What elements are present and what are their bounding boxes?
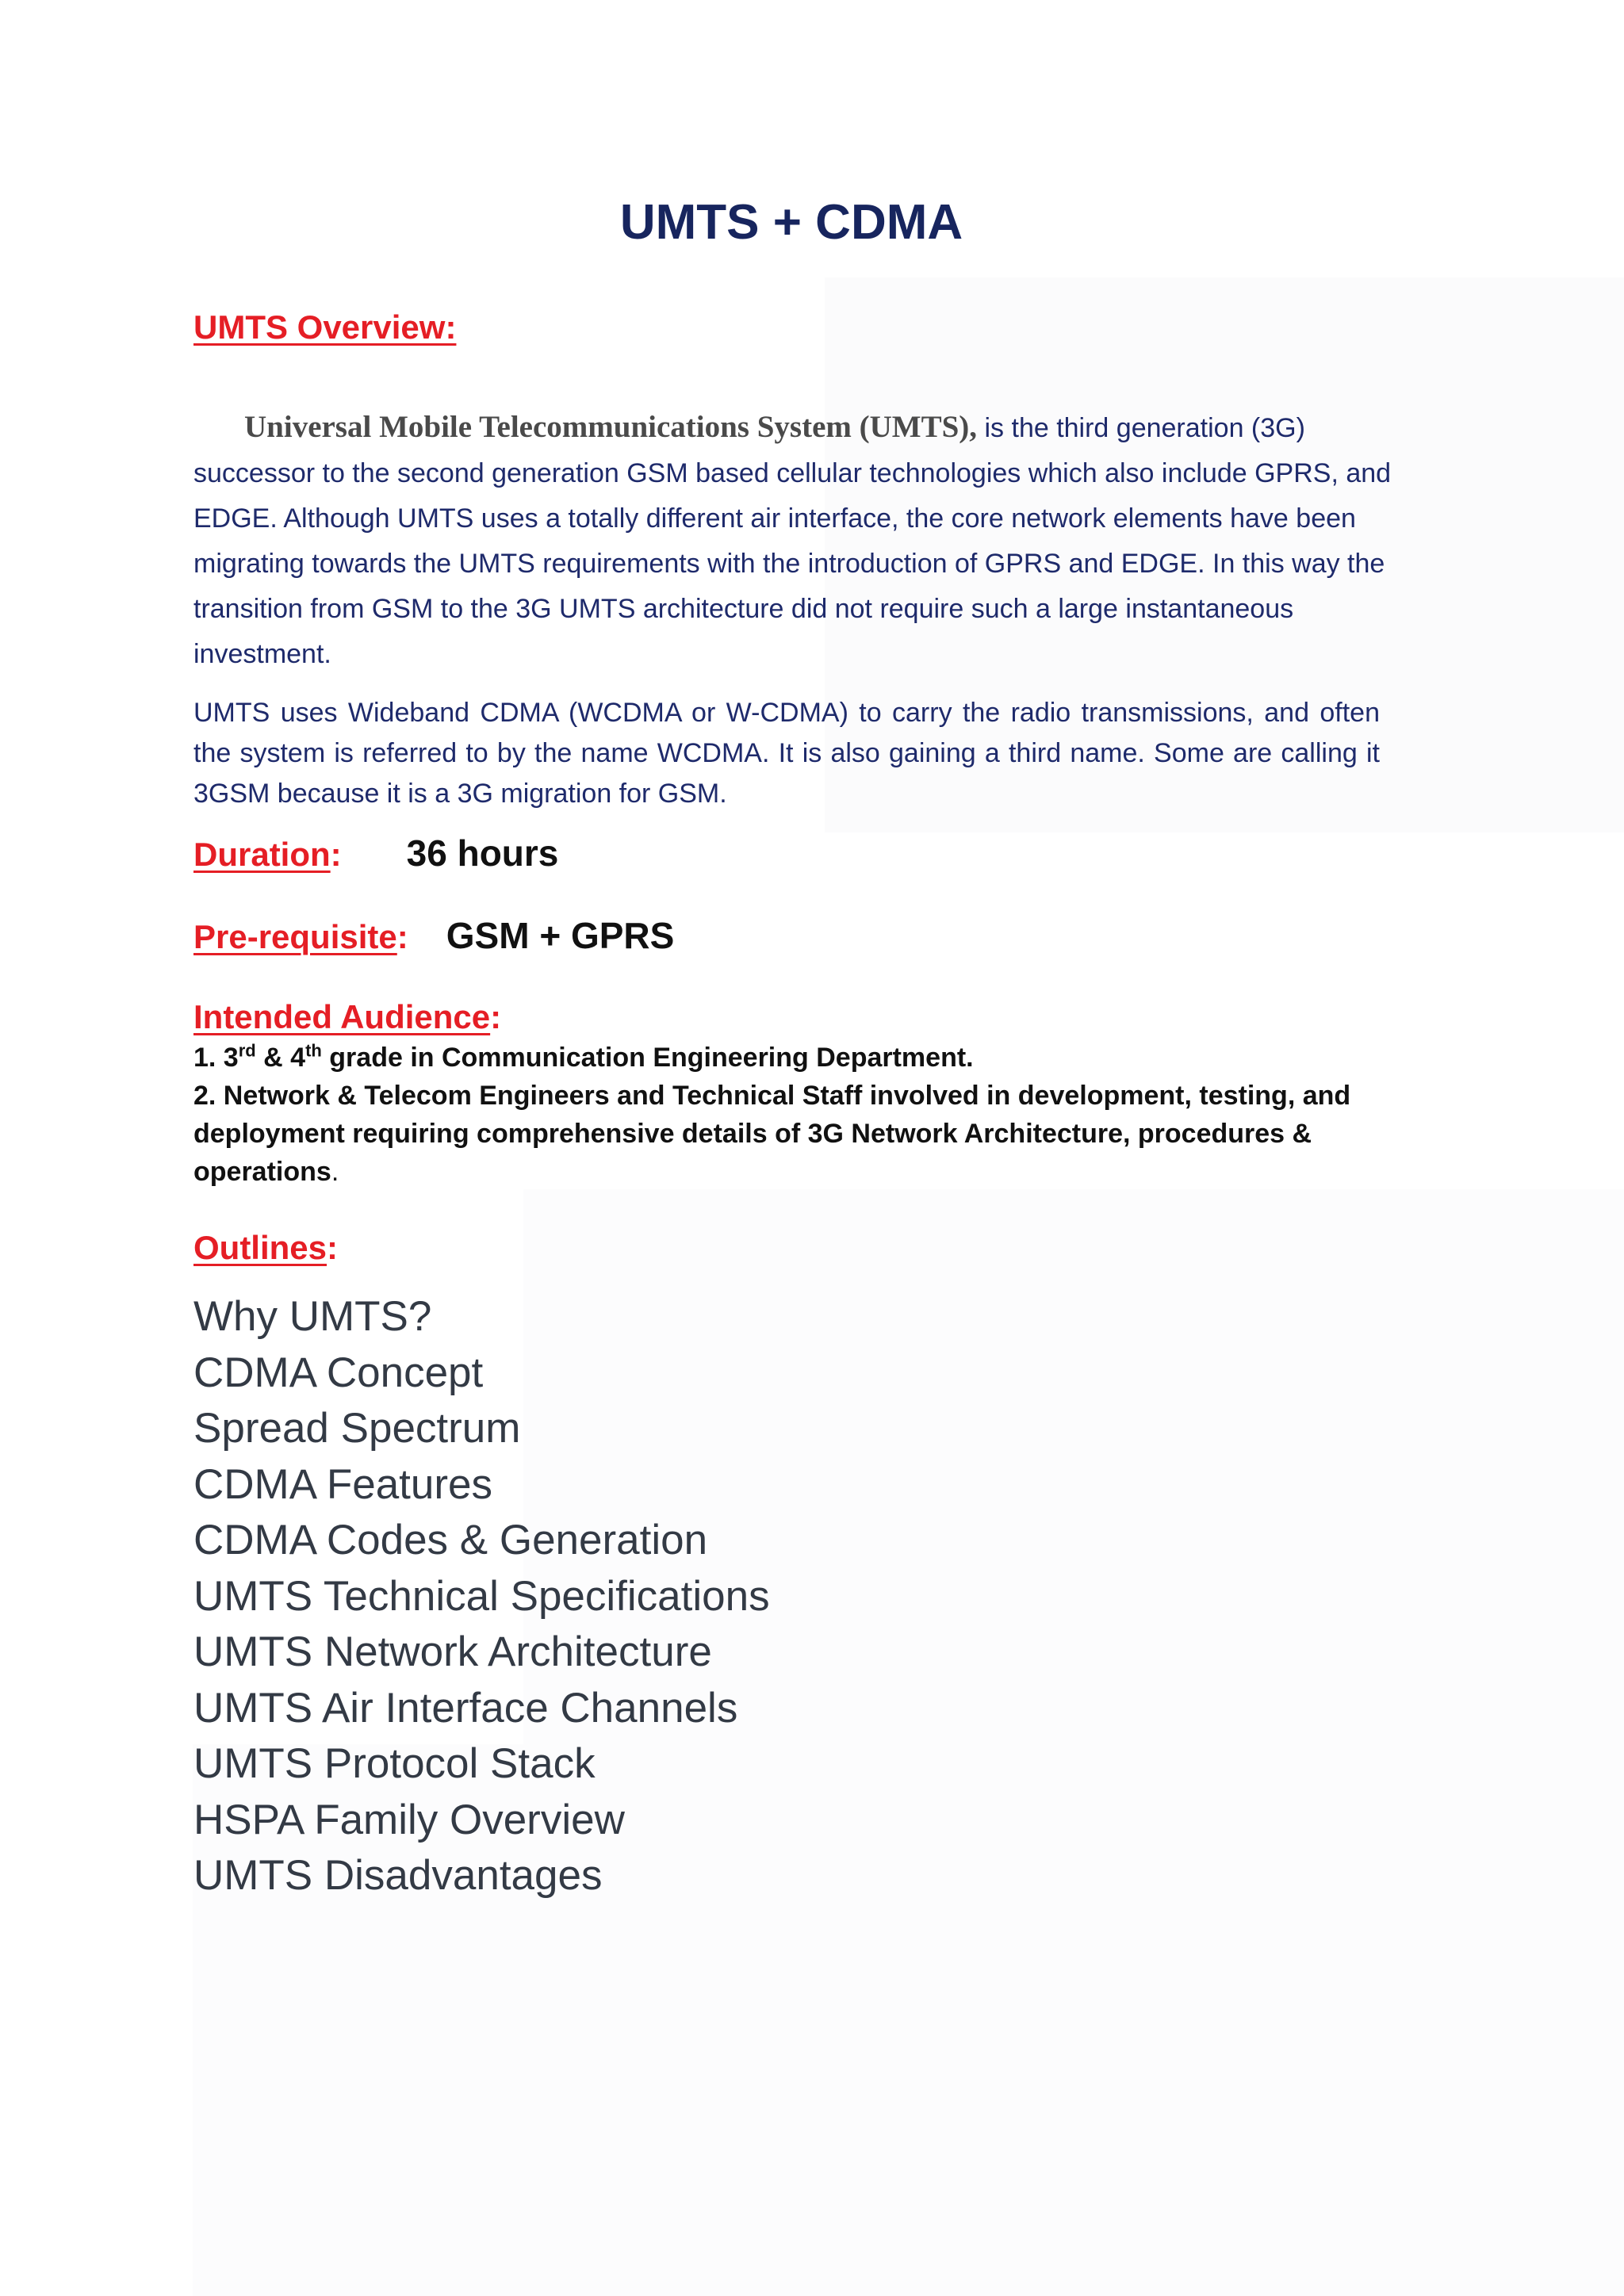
prerequisite-value: GSM + GPRS (446, 915, 675, 956)
wcdma-paragraph: UMTS uses Wideband CDMA (WCDMA or W-CDMA) to carry the radio transmissions, and often the system is referred to by the name WCDMA. It is also gaining a third name. Some are calling it 3GSM because it is a 3G migration for GSM. (193, 698, 1380, 809)
audience-item-2: 2. Network & Telecom Engineers and Technical Staff involved in development, testing, and deployment requiring comprehensive details of 3G Network Architecture, procedures & operations. (193, 1081, 1351, 1187)
outlines-label: Outlines (193, 1229, 327, 1266)
outline-item: UMTS Air Interface Channels (193, 1684, 738, 1732)
outline-item: CDMA Features (193, 1460, 493, 1508)
prerequisite-colon: : (396, 918, 408, 955)
page-title: UMTS + CDMA (619, 195, 963, 250)
prerequisite-label: Pre-requisite (193, 918, 397, 955)
duration-row (193, 832, 559, 874)
overview-paragraph (193, 404, 1431, 677)
outline-item: CDMA Codes & Generation (193, 1517, 708, 1563)
audience-label: Intended Audience (193, 998, 491, 1035)
prerequisite-row (193, 917, 674, 954)
outlines-heading (193, 1231, 338, 1265)
audience-colon: : (490, 998, 502, 1035)
outline-item: HSPA Family Overview (193, 1796, 625, 1843)
audience-heading (193, 998, 502, 1035)
outlines-colon: : (327, 1229, 339, 1266)
duration-colon: : (330, 836, 342, 873)
outline-item: UMTS Technical Specifications (193, 1572, 770, 1620)
outline-item: Spread Spectrum (193, 1405, 521, 1452)
overview-paragraph-text: is the third generation (3G) successor to the second generation GSM based cellular technologies which also include GPRS, and EDGE. Although UMTS uses a totally different air interface, the core network elements have been migrating towards the UMTS requirements with the introduction of GPRS and EDGE. In this way the transition from GSM to the 3G UMTS architecture did not require such a large instantaneous investment. (193, 413, 1392, 669)
outline-item: Why UMTS? (193, 1293, 432, 1340)
outline-item: UMTS Protocol Stack (193, 1740, 596, 1787)
outline-item: CDMA Concept (193, 1349, 484, 1396)
outline-item: UMTS Network Architecture (193, 1628, 712, 1675)
overview-heading: UMTS Overview: (193, 308, 457, 346)
duration-label: Duration (193, 836, 331, 873)
umts-term: Universal Mobile Telecommunications System (UMTS), (244, 410, 978, 444)
duration-value: 36 hours (406, 832, 559, 874)
outline-list (193, 1289, 770, 1904)
outline-item: UMTS Disadvantages (193, 1852, 603, 1899)
audience-list (193, 1039, 1462, 1191)
audience-item-1: 1. 3rd & 4th grade in Communication Engineering Department. (193, 1040, 974, 1073)
